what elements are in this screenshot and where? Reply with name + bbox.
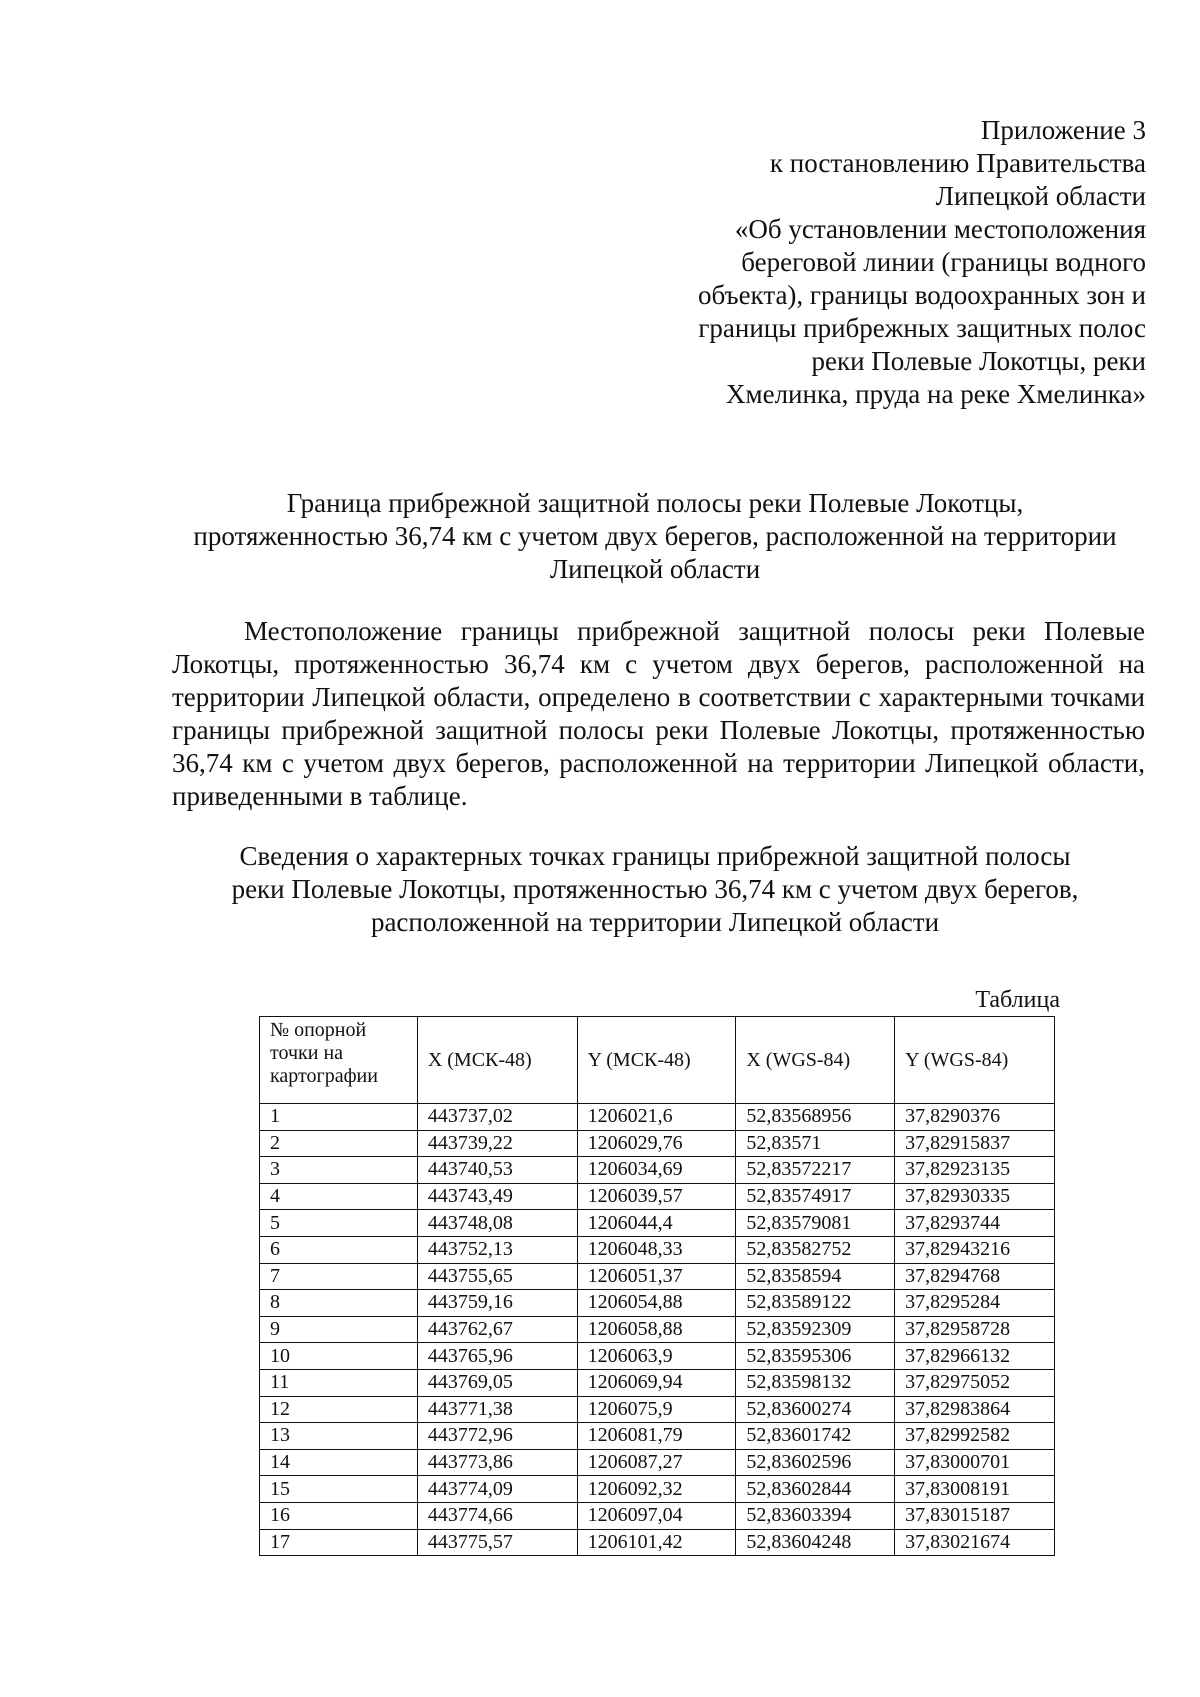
cell-x-wgs: 52,83571 xyxy=(736,1130,895,1157)
cell-y-wgs: 37,83021674 xyxy=(895,1529,1055,1556)
table-row xyxy=(260,1502,1055,1529)
cell-point-number: 17 xyxy=(260,1529,418,1556)
cell-y-wgs: 37,83015187 xyxy=(895,1502,1055,1529)
table-row xyxy=(260,1423,1055,1450)
cell-point-number: 5 xyxy=(260,1210,418,1237)
cell-y-wgs: 37,82943216 xyxy=(895,1236,1055,1263)
cell-point-number: 13 xyxy=(260,1423,418,1450)
cell-x-msk: 443765,96 xyxy=(417,1343,577,1370)
cell-point-number: 14 xyxy=(260,1449,418,1476)
header-y-msk: Y (МСК-48) xyxy=(577,1017,736,1104)
cell-y-msk: 1206097,04 xyxy=(577,1502,736,1529)
cell-y-wgs: 37,82930335 xyxy=(895,1183,1055,1210)
appendix-line: береговой линии (границы водного xyxy=(741,247,1146,277)
table-row xyxy=(260,1369,1055,1396)
table-row xyxy=(260,1529,1055,1556)
table-row xyxy=(260,1236,1055,1263)
table-row xyxy=(260,1343,1055,1370)
cell-point-number: 3 xyxy=(260,1157,418,1184)
body-paragraph: Местоположение границы прибрежной защитной полосы реки Полевые Локотцы, протяженностью 36,74 км с учетом двух берегов, расположенной на территории Липецкой области, определено в соответствии с характерными точками границы прибрежной защитной полосы реки Полевые Локотцы, протяженностью 36,74 км с учетом двух берегов, расположенной на территории Липецкой области, приведенными в таблице. xyxy=(172,616,1145,811)
cell-x-msk: 443775,57 xyxy=(417,1529,577,1556)
table-row xyxy=(260,1104,1055,1131)
table-row xyxy=(260,1396,1055,1423)
cell-y-wgs: 37,8290376 xyxy=(895,1104,1055,1131)
cell-x-wgs: 52,83600274 xyxy=(736,1396,895,1423)
header-x-msk: X (МСК-48) xyxy=(417,1017,577,1104)
cell-y-wgs: 37,82923135 xyxy=(895,1157,1055,1184)
cell-x-msk: 443762,67 xyxy=(417,1316,577,1343)
cell-y-msk: 1206058,88 xyxy=(577,1316,736,1343)
cell-x-msk: 443755,65 xyxy=(417,1263,577,1290)
cell-point-number: 4 xyxy=(260,1183,418,1210)
cell-point-number: 1 xyxy=(260,1104,418,1131)
cell-y-wgs: 37,8295284 xyxy=(895,1290,1055,1317)
table-row xyxy=(260,1183,1055,1210)
cell-y-msk: 1206021,6 xyxy=(577,1104,736,1131)
cell-x-msk: 443739,22 xyxy=(417,1130,577,1157)
cell-point-number: 9 xyxy=(260,1316,418,1343)
table-row xyxy=(260,1449,1055,1476)
cell-x-wgs: 52,83602596 xyxy=(736,1449,895,1476)
cell-x-wgs: 52,83582752 xyxy=(736,1236,895,1263)
cell-x-msk: 443737,02 xyxy=(417,1104,577,1131)
cell-y-wgs: 37,8293744 xyxy=(895,1210,1055,1237)
cell-x-msk: 443743,49 xyxy=(417,1183,577,1210)
cell-point-number: 2 xyxy=(260,1130,418,1157)
cell-x-wgs: 52,8358594 xyxy=(736,1263,895,1290)
cell-point-number: 6 xyxy=(260,1236,418,1263)
table-caption xyxy=(165,840,1145,939)
cell-y-wgs: 37,82966132 xyxy=(895,1343,1055,1370)
cell-y-msk: 1206075,9 xyxy=(577,1396,736,1423)
table-row xyxy=(260,1476,1055,1503)
cell-x-wgs: 52,83604248 xyxy=(736,1529,895,1556)
cell-y-msk: 1206063,9 xyxy=(577,1343,736,1370)
title-line: Граница прибрежной защитной полосы реки Полевые Локотцы, xyxy=(286,488,1024,518)
cell-x-wgs: 52,83592309 xyxy=(736,1316,895,1343)
appendix-line: реки Полевые Локотцы, реки xyxy=(811,346,1146,376)
cell-y-wgs: 37,82915837 xyxy=(895,1130,1055,1157)
cell-y-msk: 1206069,94 xyxy=(577,1369,736,1396)
cell-x-msk: 443771,38 xyxy=(417,1396,577,1423)
appendix-header xyxy=(586,114,1146,411)
header-y-wgs: Y (WGS-84) xyxy=(895,1017,1055,1104)
title-line: Липецкой области xyxy=(549,554,761,584)
cell-point-number: 7 xyxy=(260,1263,418,1290)
caption-line: расположенной на территории Липецкой области xyxy=(370,907,940,937)
title-line: протяженностью 36,74 км с учетом двух берегов, расположенной на территории xyxy=(193,521,1117,551)
cell-x-wgs: 52,83603394 xyxy=(736,1502,895,1529)
cell-x-msk: 443773,86 xyxy=(417,1449,577,1476)
appendix-line: к постановлению Правительства xyxy=(769,148,1146,178)
table-row xyxy=(260,1210,1055,1237)
appendix-line: Липецкой области xyxy=(935,181,1146,211)
cell-point-number: 15 xyxy=(260,1476,418,1503)
cell-point-number: 16 xyxy=(260,1502,418,1529)
header-point-number-line: № опорной xyxy=(270,1019,367,1041)
cell-x-msk: 443752,13 xyxy=(417,1236,577,1263)
cell-y-msk: 1206087,27 xyxy=(577,1449,736,1476)
coordinates-table xyxy=(259,1016,1055,1556)
table-row xyxy=(260,1290,1055,1317)
cell-point-number: 8 xyxy=(260,1290,418,1317)
cell-y-msk: 1206029,76 xyxy=(577,1130,736,1157)
appendix-line: Хмелинка, пруда на реке Хмелинка» xyxy=(726,379,1146,409)
cell-x-msk: 443769,05 xyxy=(417,1369,577,1396)
cell-y-wgs: 37,82958728 xyxy=(895,1316,1055,1343)
cell-x-wgs: 52,83579081 xyxy=(736,1210,895,1237)
cell-point-number: 10 xyxy=(260,1343,418,1370)
cell-x-msk: 443748,08 xyxy=(417,1210,577,1237)
header-point-number xyxy=(260,1017,418,1104)
cell-x-wgs: 52,83574917 xyxy=(736,1183,895,1210)
cell-x-msk: 443772,96 xyxy=(417,1423,577,1450)
cell-x-wgs: 52,83598132 xyxy=(736,1369,895,1396)
cell-y-msk: 1206101,42 xyxy=(577,1529,736,1556)
header-point-number-line: точки на xyxy=(270,1042,344,1064)
table-header-row xyxy=(260,1017,1055,1104)
header-x-wgs: X (WGS-84) xyxy=(736,1017,895,1104)
cell-y-msk: 1206081,79 xyxy=(577,1423,736,1450)
table-row xyxy=(260,1157,1055,1184)
cell-point-number: 11 xyxy=(260,1369,418,1396)
cell-y-wgs: 37,82992582 xyxy=(895,1423,1055,1450)
cell-y-wgs: 37,82975052 xyxy=(895,1369,1055,1396)
table-row xyxy=(260,1316,1055,1343)
cell-x-msk: 443774,66 xyxy=(417,1502,577,1529)
cell-y-msk: 1206044,4 xyxy=(577,1210,736,1237)
table-row xyxy=(260,1263,1055,1290)
cell-y-msk: 1206092,32 xyxy=(577,1476,736,1503)
appendix-line: объекта), границы водоохранных зон и xyxy=(698,280,1146,310)
appendix-line: «Об установлении местоположения xyxy=(734,214,1146,244)
cell-x-wgs: 52,83602844 xyxy=(736,1476,895,1503)
cell-x-wgs: 52,83595306 xyxy=(736,1343,895,1370)
cell-x-wgs: 52,83572217 xyxy=(736,1157,895,1184)
cell-point-number: 12 xyxy=(260,1396,418,1423)
header-point-number-line: картографии xyxy=(270,1065,378,1087)
caption-line: Сведения о характерных точках границы прибрежной защитной полосы xyxy=(239,841,1071,871)
cell-x-wgs: 52,83601742 xyxy=(736,1423,895,1450)
document-title xyxy=(165,487,1145,586)
caption-line: реки Полевые Локотцы, протяженностью 36,74 км с учетом двух берегов, xyxy=(231,874,1079,904)
cell-y-msk: 1206051,37 xyxy=(577,1263,736,1290)
cell-x-wgs: 52,83568956 xyxy=(736,1104,895,1131)
cell-y-msk: 1206034,69 xyxy=(577,1157,736,1184)
cell-x-msk: 443774,09 xyxy=(417,1476,577,1503)
cell-y-wgs: 37,8294768 xyxy=(895,1263,1055,1290)
appendix-line: Приложение 3 xyxy=(980,115,1146,145)
cell-y-msk: 1206039,57 xyxy=(577,1183,736,1210)
table-row xyxy=(260,1130,1055,1157)
cell-y-wgs: 37,83008191 xyxy=(895,1476,1055,1503)
cell-y-wgs: 37,83000701 xyxy=(895,1449,1055,1476)
table-body xyxy=(260,1104,1055,1556)
cell-x-wgs: 52,83589122 xyxy=(736,1290,895,1317)
appendix-line: границы прибрежных защитных полос xyxy=(698,313,1146,343)
cell-y-msk: 1206054,88 xyxy=(577,1290,736,1317)
cell-y-msk: 1206048,33 xyxy=(577,1236,736,1263)
cell-x-msk: 443740,53 xyxy=(417,1157,577,1184)
cell-x-msk: 443759,16 xyxy=(417,1290,577,1317)
table-label: Таблица xyxy=(975,987,1060,1013)
cell-y-wgs: 37,82983864 xyxy=(895,1396,1055,1423)
